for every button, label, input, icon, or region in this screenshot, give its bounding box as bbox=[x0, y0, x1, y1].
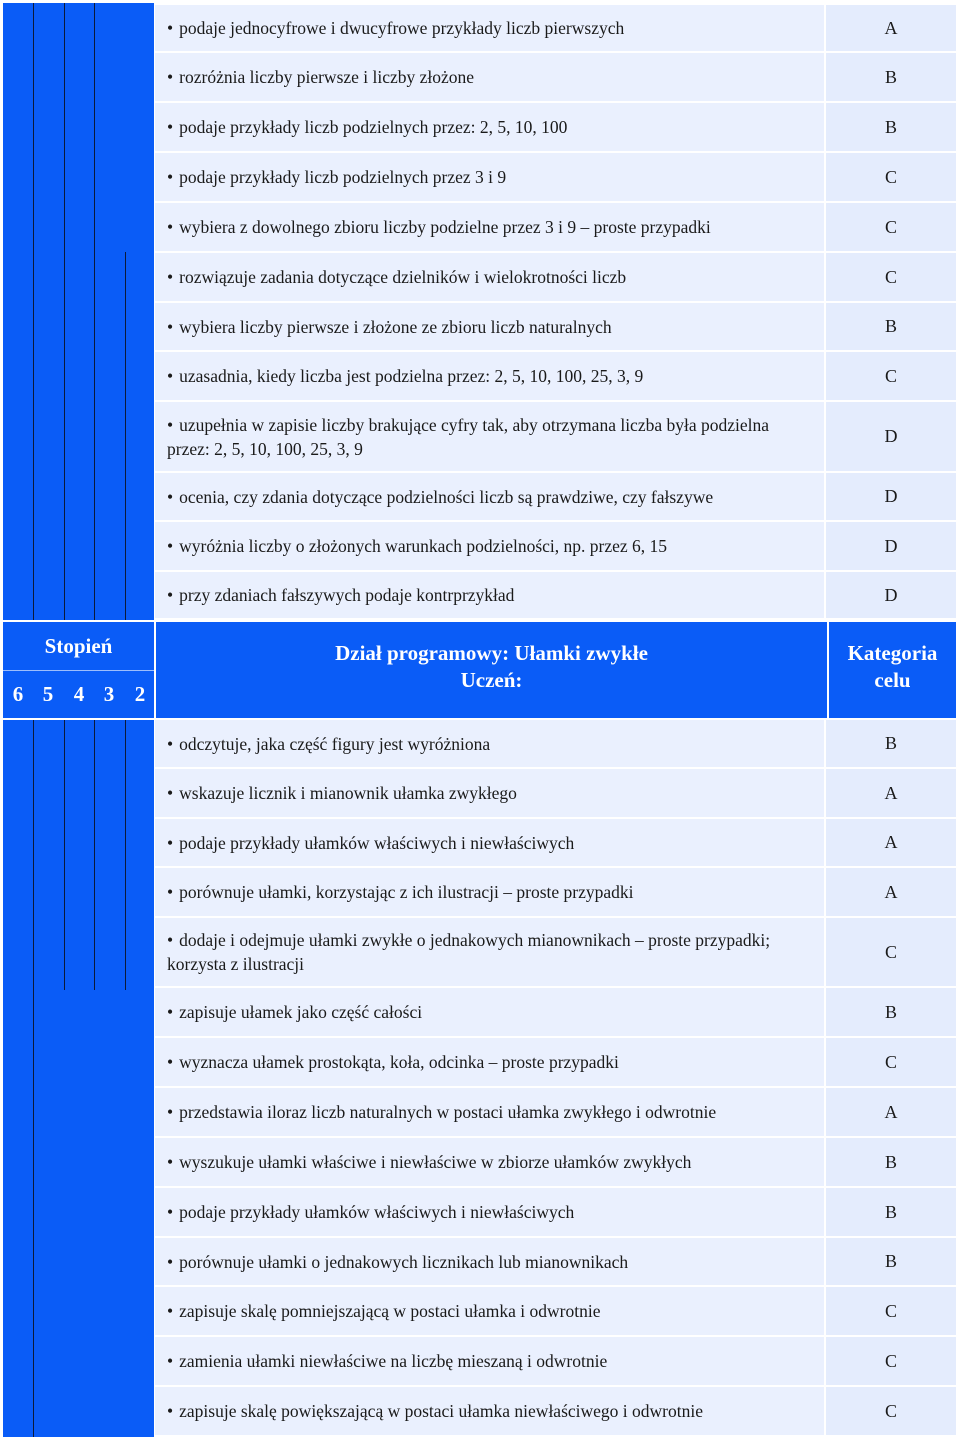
digit-3: 3 bbox=[103, 682, 115, 706]
goal-text: wyszukuje ułamki właściwe i niewłaściwe w zbiorze ułamków zwykłych bbox=[179, 1152, 692, 1172]
bullet-icon: • bbox=[167, 536, 174, 556]
goal-category: B bbox=[826, 1138, 956, 1186]
goal-text: podaje przykłady ułamków właściwych i niewłaściwych bbox=[179, 832, 575, 853]
bullet-icon: • bbox=[167, 486, 174, 507]
stopien-label: Stopień bbox=[44, 634, 113, 658]
goal-description bbox=[155, 1138, 826, 1186]
table-row bbox=[155, 203, 956, 253]
goal-description bbox=[155, 868, 826, 916]
table-header bbox=[3, 622, 956, 718]
goal-category: B bbox=[826, 720, 956, 767]
kategoria-header bbox=[829, 622, 956, 718]
goal-text: dodaje i odejmuje ułamki zwykłe o jednakowych mianownikach – proste przypadki; korzysta z ilustracji bbox=[167, 930, 771, 974]
goal-description bbox=[155, 1238, 826, 1285]
level-bars-bottom bbox=[3, 720, 154, 1437]
goal-category: D bbox=[826, 522, 956, 570]
goal-text: uzupełnia w zapisie liczby brakujące cyfry tak, aby otrzymana liczba była podzielna przez: 2, 5, 10, 100, 25, 3, 9 bbox=[167, 414, 770, 459]
bullet-icon: • bbox=[167, 414, 174, 435]
goal-description bbox=[155, 1088, 826, 1136]
divider bbox=[94, 3, 95, 620]
goal-text: podaje przykłady liczb podzielnych przez 3 i 9 bbox=[179, 167, 507, 187]
bullet-icon: • bbox=[167, 832, 174, 853]
goal-category: B bbox=[826, 988, 956, 1036]
table-row bbox=[155, 522, 956, 572]
dzial-title: Dział programowy: Ułamki zwykłe bbox=[335, 641, 648, 665]
digit-2: 2 bbox=[134, 682, 146, 706]
goal-category: C bbox=[826, 153, 956, 201]
divider bbox=[125, 252, 126, 620]
divider bbox=[64, 3, 65, 620]
kategoria-line1: Kategoria bbox=[847, 641, 938, 665]
goal-text: uzasadnia, kiedy liczba jest podzielna przez: 2, 5, 10, 100, 25, 3, 9 bbox=[179, 366, 644, 386]
goal-category: B bbox=[826, 103, 956, 151]
goal-description bbox=[155, 1337, 826, 1385]
goal-text: zapisuje skalę powiększającą w postaci ułamka niewłaściwego i odwrotnie bbox=[179, 1401, 703, 1421]
bullet-icon: • bbox=[167, 167, 174, 187]
goal-text: wybiera liczby pierwsze i złożone ze zbioru liczb naturalnych bbox=[179, 316, 612, 337]
goal-text: przedstawia iloraz liczb naturalnych w postaci ułamka zwykłego i odwrotnie bbox=[179, 1102, 717, 1122]
goal-text: wyróżnia liczby o złożonych warunkach podzielności, np. przez 6, 15 bbox=[179, 536, 668, 556]
divider bbox=[125, 720, 126, 990]
table-row bbox=[155, 1238, 956, 1287]
level-bars-top bbox=[3, 3, 154, 620]
bullet-icon: • bbox=[167, 316, 174, 337]
bullet-icon: • bbox=[167, 366, 174, 386]
goal-description bbox=[155, 720, 826, 767]
goal-text: wyznacza ułamek prostokąta, koła, odcinka – proste przypadki bbox=[179, 1052, 619, 1072]
goal-category: C bbox=[826, 1337, 956, 1385]
goal-category: B bbox=[826, 303, 956, 350]
stopien-header bbox=[3, 622, 154, 718]
table-row bbox=[155, 988, 956, 1038]
dzial-header bbox=[156, 622, 827, 718]
goal-category: D bbox=[826, 473, 956, 520]
goal-text: podaje jednocyfrowe i dwucyfrowe przykłady liczb pierwszych bbox=[179, 18, 625, 38]
table-row bbox=[155, 1038, 956, 1088]
digit-4: 4 bbox=[73, 682, 85, 706]
goal-category: A bbox=[826, 769, 956, 817]
bullet-icon: • bbox=[167, 267, 174, 287]
goal-category: C bbox=[826, 1287, 956, 1335]
goal-description bbox=[155, 1287, 826, 1335]
divider bbox=[94, 720, 95, 990]
table-row bbox=[155, 1088, 956, 1138]
goal-description bbox=[155, 1387, 826, 1435]
bullet-icon: • bbox=[167, 1002, 174, 1022]
header-split bbox=[3, 670, 154, 671]
goal-text: rozwiązuje zadania dotyczące dzielników i wielokrotności liczb bbox=[179, 267, 627, 287]
table-row bbox=[155, 720, 956, 769]
goal-text: podaje przykłady ułamków właściwych i niewłaściwych bbox=[179, 1202, 575, 1222]
table-row bbox=[155, 103, 956, 153]
bullet-icon: • bbox=[167, 1251, 174, 1272]
bullet-icon: • bbox=[167, 1202, 174, 1222]
goal-description bbox=[155, 819, 826, 866]
goal-category: C bbox=[826, 352, 956, 400]
bullet-icon: • bbox=[167, 1152, 174, 1172]
goal-description bbox=[155, 303, 826, 350]
divider bbox=[33, 3, 34, 620]
goal-description bbox=[155, 153, 826, 201]
bullet-icon: • bbox=[167, 67, 174, 87]
goal-category: A bbox=[826, 819, 956, 866]
goal-text: ocenia, czy zdania dotyczące podzielności liczb są prawdziwe, czy fałszywe bbox=[179, 486, 714, 507]
goal-text: przy zdaniach fałszywych podaje kontrprzykład bbox=[179, 585, 515, 605]
goal-category: B bbox=[826, 53, 956, 101]
goal-text: podaje przykłady liczb podzielnych przez: 2, 5, 10, 100 bbox=[179, 117, 568, 137]
goal-description bbox=[155, 918, 826, 986]
bullet-icon: • bbox=[167, 930, 174, 950]
table-row bbox=[155, 769, 956, 819]
goal-description bbox=[155, 5, 826, 51]
goal-description bbox=[155, 473, 826, 520]
bullet-icon: • bbox=[167, 783, 174, 803]
goal-category: C bbox=[826, 918, 956, 986]
bullet-icon: • bbox=[167, 117, 174, 137]
table-row bbox=[155, 1337, 956, 1387]
goal-description bbox=[155, 572, 826, 618]
bullet-icon: • bbox=[167, 733, 174, 754]
dzial-subtitle: Uczeń: bbox=[460, 668, 523, 692]
goal-description bbox=[155, 769, 826, 817]
bullet-icon: • bbox=[167, 18, 174, 38]
goal-category: C bbox=[826, 253, 956, 301]
table-row bbox=[155, 352, 956, 402]
goal-category: D bbox=[826, 402, 956, 471]
goal-text: wskazuje licznik i mianownik ułamka zwykłego bbox=[179, 783, 517, 803]
goal-description bbox=[155, 1038, 826, 1086]
table-row bbox=[155, 473, 956, 522]
goal-text: zapisuje ułamek jako część całości bbox=[179, 1002, 423, 1022]
table-row bbox=[155, 572, 956, 620]
table-row bbox=[155, 402, 956, 473]
table-row bbox=[155, 153, 956, 203]
bullet-icon: • bbox=[167, 585, 174, 605]
goal-text: zapisuje skalę pomniejszającą w postaci ułamka i odwrotnie bbox=[179, 1301, 601, 1321]
goal-category: C bbox=[826, 1038, 956, 1086]
goal-category: A bbox=[826, 5, 956, 51]
table-row bbox=[155, 53, 956, 103]
table-row bbox=[155, 1287, 956, 1337]
table-row bbox=[155, 5, 956, 53]
goal-description bbox=[155, 402, 826, 471]
goal-description bbox=[155, 103, 826, 151]
goal-description bbox=[155, 253, 826, 301]
goal-text: odczytuje, jaka część figury jest wyróżniona bbox=[179, 733, 491, 754]
goal-text: porównuje ułamki, korzystając z ich ilustracji – proste przypadki bbox=[179, 882, 634, 902]
table-row bbox=[155, 1188, 956, 1238]
goal-category: B bbox=[826, 1188, 956, 1236]
bullet-icon: • bbox=[167, 1102, 174, 1122]
table-row bbox=[155, 819, 956, 868]
table-row bbox=[155, 868, 956, 918]
goal-category: B bbox=[826, 1238, 956, 1285]
goal-category: A bbox=[826, 868, 956, 916]
goal-category: D bbox=[826, 572, 956, 618]
goal-description bbox=[155, 352, 826, 400]
digit-5: 5 bbox=[42, 682, 54, 706]
goal-category: A bbox=[826, 1088, 956, 1136]
table-row bbox=[155, 1387, 956, 1437]
goal-description bbox=[155, 988, 826, 1036]
goal-text: zamienia ułamki niewłaściwe na liczbę mieszaną i odwrotnie bbox=[179, 1351, 608, 1371]
goal-text: rozróżnia liczby pierwsze i liczby złożone bbox=[179, 67, 475, 87]
bullet-icon: • bbox=[167, 1301, 174, 1321]
digit-6: 6 bbox=[12, 682, 24, 706]
table-row bbox=[155, 303, 956, 352]
bullet-icon: • bbox=[167, 882, 174, 902]
goal-text: porównuje ułamki o jednakowych licznikach lub mianownikach bbox=[179, 1251, 629, 1272]
goal-category: C bbox=[826, 203, 956, 251]
table-row bbox=[155, 253, 956, 303]
goal-description bbox=[155, 53, 826, 101]
table-row bbox=[155, 918, 956, 988]
goal-description bbox=[155, 1188, 826, 1236]
goal-text: wybiera z dowolnego zbioru liczby podzielne przez 3 i 9 – proste przypadki bbox=[179, 217, 711, 237]
table-row bbox=[155, 1138, 956, 1188]
goal-description bbox=[155, 522, 826, 570]
divider bbox=[64, 720, 65, 990]
bullet-icon: • bbox=[167, 1401, 174, 1421]
goal-category: C bbox=[826, 1387, 956, 1435]
bullet-icon: • bbox=[167, 1052, 174, 1072]
kategoria-line2: celu bbox=[874, 668, 911, 692]
divider bbox=[33, 720, 34, 1437]
bullet-icon: • bbox=[167, 217, 174, 237]
bullet-icon: • bbox=[167, 1351, 174, 1371]
goal-description bbox=[155, 203, 826, 251]
